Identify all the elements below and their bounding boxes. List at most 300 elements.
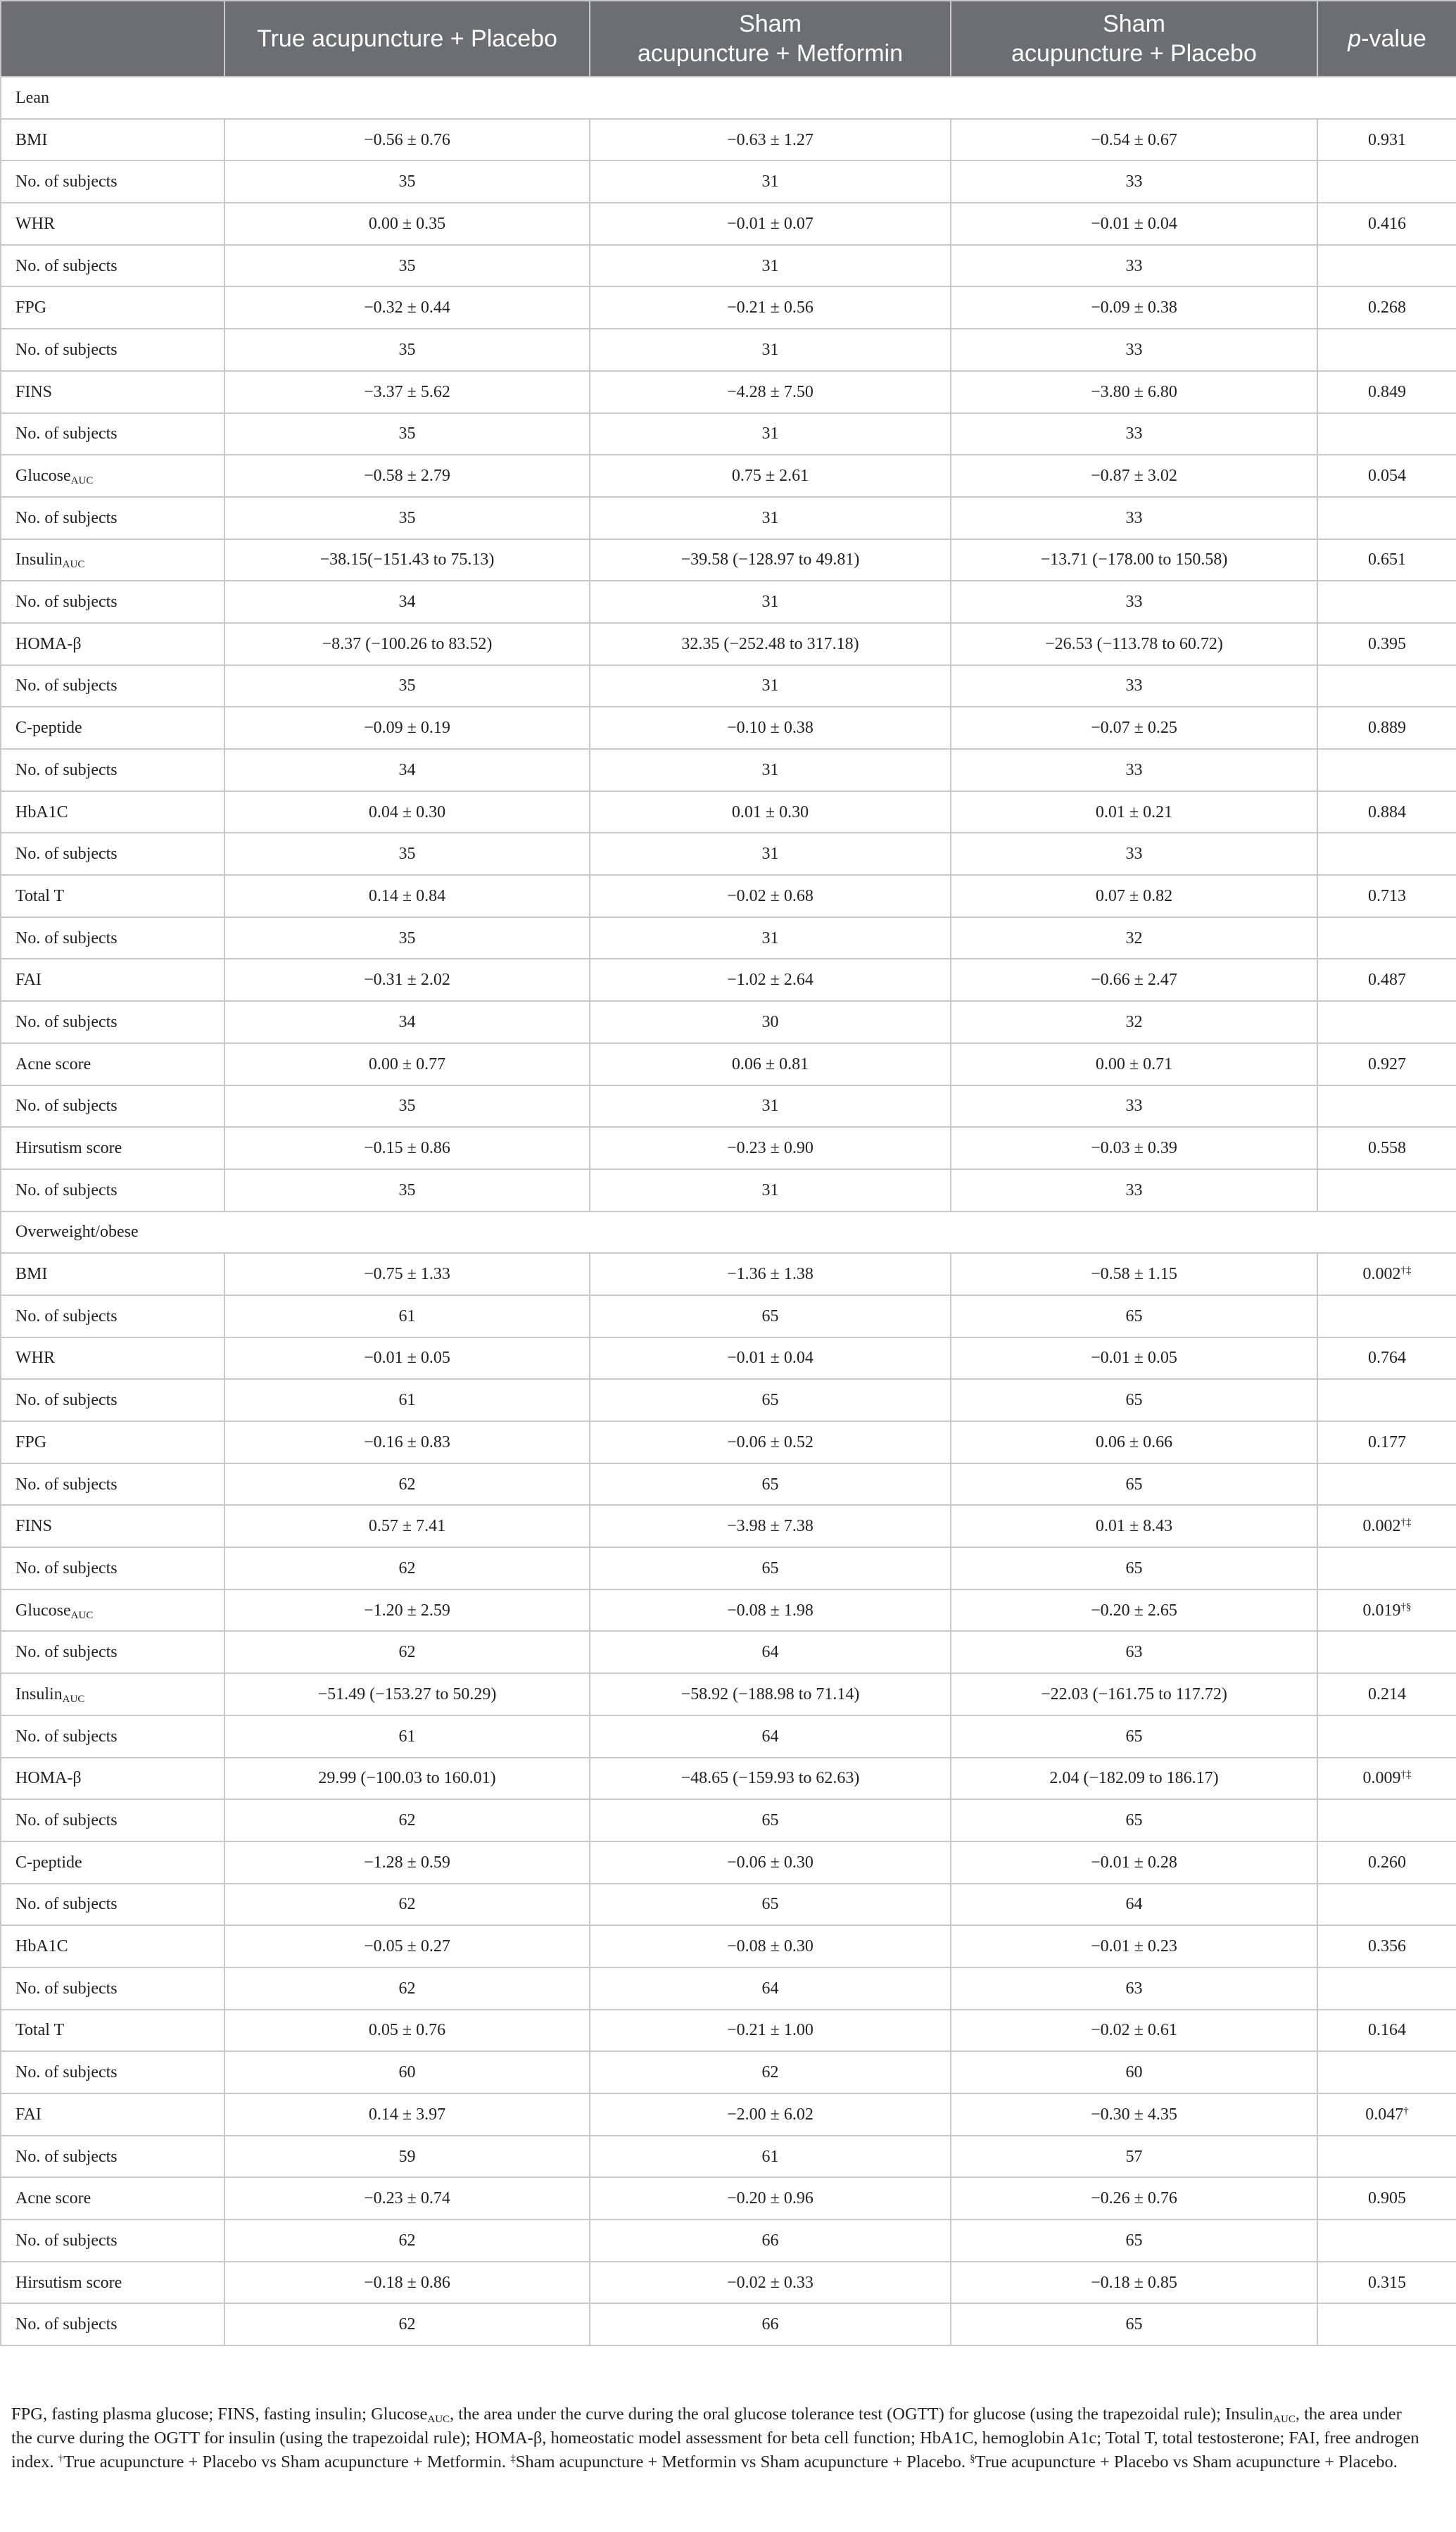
table-row [1,1673,1456,1715]
cell-sham-acupuncture-placebo: 32 [951,917,1317,959]
cell-sham-acupuncture-metformin: 31 [590,497,951,539]
cell-true-acupuncture-placebo: 62 [224,1799,590,1841]
row-label-subscript: AUC [62,1693,85,1705]
row-label-text: FINS [15,1517,53,1536]
table-row [1,2051,1456,2093]
row-label [1,160,224,203]
cell-true-acupuncture-placebo: 35 [224,1169,590,1211]
cell-true-acupuncture-placebo: −51.49 (−153.27 to 50.29) [224,1673,590,1715]
cell-sham-acupuncture-metformin: −0.01 ± 0.07 [590,203,951,245]
cell-p-value [1317,875,1456,917]
table-row [1,623,1456,665]
cell-sham-acupuncture-placebo: 57 [951,2136,1317,2178]
cell-sham-acupuncture-placebo: −0.26 ± 0.76 [951,2177,1317,2219]
header-row [1,1,1456,77]
p-value-text: 0.713 [1368,886,1406,905]
cell-p-value [1317,1253,1456,1295]
row-label-text: Insulin [15,550,63,569]
row-label [1,413,224,455]
cell-sham-acupuncture-placebo: 33 [951,833,1317,875]
cell-sham-acupuncture-placebo: 2.04 (−182.09 to 186.17) [951,1758,1317,1800]
table-row [1,1799,1456,1841]
cell-p-value [1317,1127,1456,1169]
table-row [1,1758,1456,1800]
cell-sham-acupuncture-placebo: −0.07 ± 0.25 [951,707,1317,749]
row-label [1,2093,224,2136]
row-label-text: Insulin [15,1684,63,1703]
row-label [1,2219,224,2262]
table-row [1,2177,1456,2219]
table-row [1,2093,1456,2136]
row-label-text: No. of subjects [15,2063,118,2082]
row-label [1,455,224,497]
footnote-mark-double-dagger: ‡ [510,2453,516,2464]
row-label [1,1631,224,1673]
table-row [1,665,1456,707]
cell-sham-acupuncture-metformin: −0.20 ± 0.96 [590,2177,951,2219]
table-row [1,2262,1456,2304]
p-value-text: 0.002 [1362,1517,1401,1536]
table-row [1,959,1456,1001]
row-label [1,497,224,539]
cell-p-value [1317,286,1456,329]
table-row [1,1379,1456,1421]
header-sham-metformin-line2: acupuncture + Metformin [637,40,904,67]
cell-p-value [1317,160,1456,203]
cell-p-value [1317,623,1456,665]
table-row [1,1253,1456,1295]
cell-sham-acupuncture-metformin: 0.06 ± 0.81 [590,1043,951,1085]
cell-sham-acupuncture-metformin: 31 [590,581,951,623]
row-label-subscript: AUC [70,475,94,487]
cell-sham-acupuncture-placebo: 33 [951,497,1317,539]
p-value-text: 0.849 [1368,382,1406,401]
cell-sham-acupuncture-placebo: −0.01 ± 0.05 [951,1337,1317,1380]
row-label-text: Hirsutism score [15,1139,122,1158]
cell-true-acupuncture-placebo: −0.05 ± 0.27 [224,1925,590,1967]
cell-sham-acupuncture-metformin: 31 [590,329,951,371]
cell-true-acupuncture-placebo: 59 [224,2136,590,2178]
cell-true-acupuncture-placebo: 34 [224,581,590,623]
cell-p-value [1317,2093,1456,2136]
cell-p-value [1317,2136,1456,2178]
group-row [1,77,1456,119]
cell-true-acupuncture-placebo: 35 [224,665,590,707]
cell-p-value [1317,2219,1456,2262]
cell-sham-acupuncture-placebo: 33 [951,581,1317,623]
cell-sham-acupuncture-placebo: 33 [951,1169,1317,1211]
cell-sham-acupuncture-placebo: 64 [951,1884,1317,1926]
cell-p-value [1317,1715,1456,1758]
table-row [1,1085,1456,1128]
row-label-subscript: AUC [62,559,85,571]
header-p-italic: p [1348,25,1362,52]
cell-sham-acupuncture-metformin: 31 [590,160,951,203]
cell-p-value [1317,1758,1456,1800]
cell-true-acupuncture-placebo: 35 [224,413,590,455]
cell-sham-acupuncture-metformin: 31 [590,1085,951,1128]
cell-sham-acupuncture-placebo: −0.87 ± 3.02 [951,455,1317,497]
cell-true-acupuncture-placebo: 0.05 ± 0.76 [224,2010,590,2052]
p-value-text: 0.002 [1362,1265,1401,1284]
cell-sham-acupuncture-metformin: 65 [590,1547,951,1589]
row-label-text: No. of subjects [15,1643,118,1662]
row-label [1,665,224,707]
cell-p-value [1317,203,1456,245]
row-label-text: Total T [15,2021,65,2040]
cell-p-value [1317,2010,1456,2052]
p-value-marker: †§ [1400,1601,1412,1613]
cell-true-acupuncture-placebo: 35 [224,833,590,875]
row-label [1,1547,224,1589]
row-label [1,2262,224,2304]
row-label [1,539,224,581]
row-label [1,1127,224,1169]
cell-sham-acupuncture-metformin: 64 [590,1967,951,2010]
table-row [1,1967,1456,2010]
cell-sham-acupuncture-metformin: 31 [590,917,951,959]
p-value-marker: †‡ [1400,1517,1412,1529]
row-label-text: WHR [15,214,55,233]
table-row [1,917,1456,959]
cell-sham-acupuncture-placebo: 33 [951,665,1317,707]
table-row [1,160,1456,203]
p-value-text: 0.019 [1362,1601,1401,1620]
table-row [1,286,1456,329]
table-row [1,1715,1456,1758]
cell-sham-acupuncture-placebo: −0.03 ± 0.39 [951,1127,1317,1169]
row-label-text: Hirsutism score [15,2273,122,2292]
cell-true-acupuncture-placebo: 0.04 ± 0.30 [224,791,590,833]
header-sham-placebo-line1: Sham [1103,11,1165,37]
row-label-text: No. of subjects [15,1979,118,1998]
p-value-text: 0.905 [1368,2189,1406,2208]
cell-sham-acupuncture-metformin: 31 [590,665,951,707]
row-label-text: HbA1C [15,802,68,821]
cell-true-acupuncture-placebo: −0.32 ± 0.44 [224,286,590,329]
cell-sham-acupuncture-metformin: −0.02 ± 0.33 [590,2262,951,2304]
header-true-acupuncture-placebo: True acupuncture + Placebo [224,1,590,77]
cell-sham-acupuncture-placebo: 0.01 ± 8.43 [951,1505,1317,1547]
table-row [1,875,1456,917]
cell-sham-acupuncture-metformin: 31 [590,1169,951,1211]
table-row [1,2303,1456,2345]
p-value-text: 0.054 [1368,467,1406,486]
row-label [1,1253,224,1295]
p-value-text: 0.177 [1368,1432,1406,1451]
cell-p-value [1317,959,1456,1001]
cell-p-value [1317,2303,1456,2345]
cell-sham-acupuncture-metformin: −1.02 ± 2.64 [590,959,951,1001]
table-row [1,119,1456,161]
cell-sham-acupuncture-placebo: −0.01 ± 0.23 [951,1925,1317,1967]
cell-p-value [1317,1673,1456,1715]
cell-true-acupuncture-placebo: 62 [224,2303,590,2345]
cell-sham-acupuncture-placebo: −26.53 (−113.78 to 60.72) [951,623,1317,665]
row-label-text: C-peptide [15,1853,82,1872]
cell-p-value [1317,1337,1456,1380]
row-label [1,917,224,959]
row-label [1,707,224,749]
cell-p-value [1317,707,1456,749]
table-body [1,77,1456,2345]
row-label [1,1043,224,1085]
row-label-text: No. of subjects [15,1391,118,1410]
row-label-text: HbA1C [15,1937,68,1956]
p-value-marker: †‡ [1400,1265,1412,1277]
row-label [1,1169,224,1211]
cell-sham-acupuncture-placebo: 63 [951,1967,1317,2010]
row-label-text: FAI [15,2105,42,2124]
table-row [1,2136,1456,2178]
cell-sham-acupuncture-metformin: 66 [590,2303,951,2345]
cell-sham-acupuncture-placebo: 63 [951,1631,1317,1673]
row-label-text: No. of subjects [15,593,118,612]
cell-p-value [1317,1001,1456,1043]
cell-sham-acupuncture-metformin: −48.65 (−159.93 to 62.63) [590,1758,951,1800]
cell-true-acupuncture-placebo: 29.99 (−100.03 to 160.01) [224,1758,590,1800]
cell-p-value [1317,749,1456,791]
cell-p-value [1317,665,1456,707]
cell-sham-acupuncture-metformin: −1.36 ± 1.38 [590,1253,951,1295]
row-label-text: Glucose [15,1601,71,1620]
cell-sham-acupuncture-metformin: 64 [590,1715,951,1758]
cell-true-acupuncture-placebo: 62 [224,1967,590,2010]
cell-sham-acupuncture-metformin: 31 [590,413,951,455]
cell-true-acupuncture-placebo: 61 [224,1295,590,1337]
p-value-text: 0.214 [1368,1684,1406,1703]
cell-sham-acupuncture-metformin: −0.23 ± 0.90 [590,1127,951,1169]
cell-sham-acupuncture-placebo: 0.01 ± 0.21 [951,791,1317,833]
row-label-text: No. of subjects [15,1180,118,1199]
table-row [1,1463,1456,1506]
row-label [1,1421,224,1463]
cell-sham-acupuncture-metformin: −2.00 ± 6.02 [590,2093,951,2136]
row-label-text: No. of subjects [15,2147,118,2166]
cell-p-value [1317,1379,1456,1421]
cell-p-value [1317,2262,1456,2304]
cell-true-acupuncture-placebo: 61 [224,1715,590,1758]
cell-sham-acupuncture-placebo: 33 [951,413,1317,455]
row-label [1,1589,224,1632]
row-label [1,1001,224,1043]
row-label [1,1715,224,1758]
cell-sham-acupuncture-placebo: 65 [951,1547,1317,1589]
table-row [1,329,1456,371]
cell-true-acupuncture-placebo: 62 [224,1884,590,1926]
table-row [1,413,1456,455]
cell-sham-acupuncture-metformin: 31 [590,245,951,287]
cell-true-acupuncture-placebo: 62 [224,1631,590,1673]
table-row [1,371,1456,413]
p-value-text: 0.651 [1368,550,1406,569]
cell-sham-acupuncture-metformin: 30 [590,1001,951,1043]
row-label [1,1463,224,1506]
table-row [1,1337,1456,1380]
row-label [1,2303,224,2345]
row-label [1,119,224,161]
cell-p-value [1317,1547,1456,1589]
cell-true-acupuncture-placebo: 34 [224,749,590,791]
cell-sham-acupuncture-placebo: −3.80 ± 6.80 [951,371,1317,413]
p-value-text: 0.764 [1368,1349,1406,1368]
cell-p-value [1317,1799,1456,1841]
table-row [1,791,1456,833]
cell-sham-acupuncture-metformin: 62 [590,2051,951,2093]
p-value-text: 0.931 [1368,130,1406,149]
cell-true-acupuncture-placebo: −38.15(−151.43 to 75.13) [224,539,590,581]
cell-p-value [1317,1884,1456,1926]
cell-p-value [1317,1421,1456,1463]
row-label [1,1799,224,1841]
cell-sham-acupuncture-metformin: 64 [590,1631,951,1673]
cell-p-value [1317,791,1456,833]
cell-sham-acupuncture-metformin: −0.06 ± 0.30 [590,1841,951,1884]
row-label [1,1925,224,1967]
row-label-text: FPG [15,298,47,317]
row-label-text: BMI [15,1265,48,1284]
row-label-text: FAI [15,971,42,990]
cell-sham-acupuncture-metformin: 65 [590,1295,951,1337]
cell-sham-acupuncture-placebo: −22.03 (−161.75 to 117.72) [951,1673,1317,1715]
cell-sham-acupuncture-metformin: 0.01 ± 0.30 [590,791,951,833]
row-label-text: Acne score [15,2189,91,2208]
cell-sham-acupuncture-placebo: −13.71 (−178.00 to 150.58) [951,539,1317,581]
row-label [1,1295,224,1337]
row-label-text: No. of subjects [15,172,118,191]
table-row [1,1547,1456,1589]
table-row [1,1589,1456,1632]
cell-p-value [1317,2177,1456,2219]
cell-sham-acupuncture-placebo: 65 [951,1715,1317,1758]
cell-true-acupuncture-placebo: 34 [224,1001,590,1043]
cell-true-acupuncture-placebo: −3.37 ± 5.62 [224,371,590,413]
header-sham-acupuncture-metformin [590,1,951,77]
cell-sham-acupuncture-metformin: −0.21 ± 1.00 [590,2010,951,2052]
cell-sham-acupuncture-placebo: 65 [951,2219,1317,2262]
row-label-subscript: AUC [70,1609,94,1621]
cell-sham-acupuncture-metformin: 65 [590,1884,951,1926]
p-value-text: 0.009 [1362,1769,1401,1788]
cell-true-acupuncture-placebo: 35 [224,329,590,371]
cell-true-acupuncture-placebo: 0.14 ± 0.84 [224,875,590,917]
table-row [1,707,1456,749]
footnote-text-5: Sham acupuncture + Metformin vs Sham acupuncture + Placebo. [515,2452,970,2471]
cell-sham-acupuncture-metformin: 65 [590,1379,951,1421]
cell-true-acupuncture-placebo: 0.00 ± 0.77 [224,1043,590,1085]
row-label-text: No. of subjects [15,1727,118,1746]
row-label [1,1841,224,1884]
table-row [1,497,1456,539]
footnote-text-6: True acupuncture + Placebo vs Sham acupuncture + Placebo. [975,2452,1398,2471]
p-value-text: 0.487 [1368,971,1406,990]
row-label-text: BMI [15,130,48,149]
table-row [1,539,1456,581]
row-label-text: No. of subjects [15,1811,118,1830]
cell-true-acupuncture-placebo: −0.15 ± 0.86 [224,1127,590,1169]
cell-true-acupuncture-placebo: −0.23 ± 0.74 [224,2177,590,2219]
cell-true-acupuncture-placebo: −0.75 ± 1.33 [224,1253,590,1295]
table-row [1,203,1456,245]
row-label-text: No. of subjects [15,424,118,443]
cell-p-value [1317,1631,1456,1673]
table-row [1,1001,1456,1043]
cell-sham-acupuncture-placebo: 33 [951,749,1317,791]
row-label [1,581,224,623]
row-label [1,1085,224,1128]
row-label-text: Total T [15,886,65,905]
cell-sham-acupuncture-metformin: 31 [590,749,951,791]
table-row [1,1127,1456,1169]
row-label-text: HOMA-β [15,1769,82,1788]
cell-true-acupuncture-placebo: −0.58 ± 2.79 [224,455,590,497]
cell-true-acupuncture-placebo: 35 [224,245,590,287]
footnote-sub-2: AUC [1273,2414,1296,2425]
row-label-text: No. of subjects [15,2315,118,2334]
row-label [1,1758,224,1800]
cell-p-value [1317,413,1456,455]
cell-sham-acupuncture-placebo: 65 [951,2303,1317,2345]
row-label-text: No. of subjects [15,2231,118,2250]
p-value-text: 0.884 [1368,802,1406,821]
cell-p-value [1317,119,1456,161]
cell-sham-acupuncture-metformin: 65 [590,1463,951,1506]
footnote-text-3: , the area under the curve during the OGTT for insulin (using the trapezoidal rule); HOMA-β, homeostatic model assessment for beta cell function; HbA1C, hemoglobin A1c; Total T, total testosterone; FAI, free androgen index. [11,2405,1419,2471]
table-row [1,749,1456,791]
row-label-text: No. of subjects [15,676,118,695]
cell-p-value [1317,1043,1456,1085]
p-value-text: 0.395 [1368,634,1406,653]
cell-true-acupuncture-placebo: −8.37 (−100.26 to 83.52) [224,623,590,665]
cell-p-value [1317,1967,1456,2010]
table-row [1,581,1456,623]
row-label [1,203,224,245]
row-label [1,1673,224,1715]
cell-true-acupuncture-placebo: −0.31 ± 2.02 [224,959,590,1001]
row-label-text: No. of subjects [15,760,118,779]
table-footnote [0,2390,1436,2474]
cell-true-acupuncture-placebo: −1.20 ± 2.59 [224,1589,590,1632]
p-value-text: 0.268 [1368,298,1406,317]
row-label-text: HOMA-β [15,634,82,653]
footnote-mark-section: § [970,2453,975,2464]
row-label-text: No. of subjects [15,256,118,275]
row-label [1,2010,224,2052]
cell-sham-acupuncture-metformin: −0.02 ± 0.68 [590,875,951,917]
header-p-rest: -value [1361,25,1426,52]
cell-true-acupuncture-placebo: 62 [224,1547,590,1589]
cell-sham-acupuncture-placebo: −0.01 ± 0.04 [951,203,1317,245]
footnote-text-2: , the area under the curve during the oral glucose tolerance test (OGTT) for glucose (using the trapezoidal rule); Insulin [450,2405,1274,2424]
row-label-text: No. of subjects [15,845,118,864]
row-label-text: WHR [15,1349,55,1368]
cell-sham-acupuncture-placebo: 32 [951,1001,1317,1043]
cell-sham-acupuncture-metformin: −0.08 ± 0.30 [590,1925,951,1967]
cell-true-acupuncture-placebo: 0.14 ± 3.97 [224,2093,590,2136]
footnote-mark-dagger: † [58,2453,64,2464]
row-label [1,286,224,329]
row-label [1,2177,224,2219]
p-value-text: 0.315 [1368,2273,1406,2292]
cell-sham-acupuncture-placebo: 65 [951,1463,1317,1506]
p-value-text: 0.356 [1368,1937,1406,1956]
cell-p-value [1317,245,1456,287]
cell-p-value [1317,497,1456,539]
cell-sham-acupuncture-placebo: −0.66 ± 2.47 [951,959,1317,1001]
cell-sham-acupuncture-metformin: −58.92 (−188.98 to 71.14) [590,1673,951,1715]
p-value-text: 0.164 [1368,2021,1406,2040]
cell-p-value [1317,1589,1456,1632]
